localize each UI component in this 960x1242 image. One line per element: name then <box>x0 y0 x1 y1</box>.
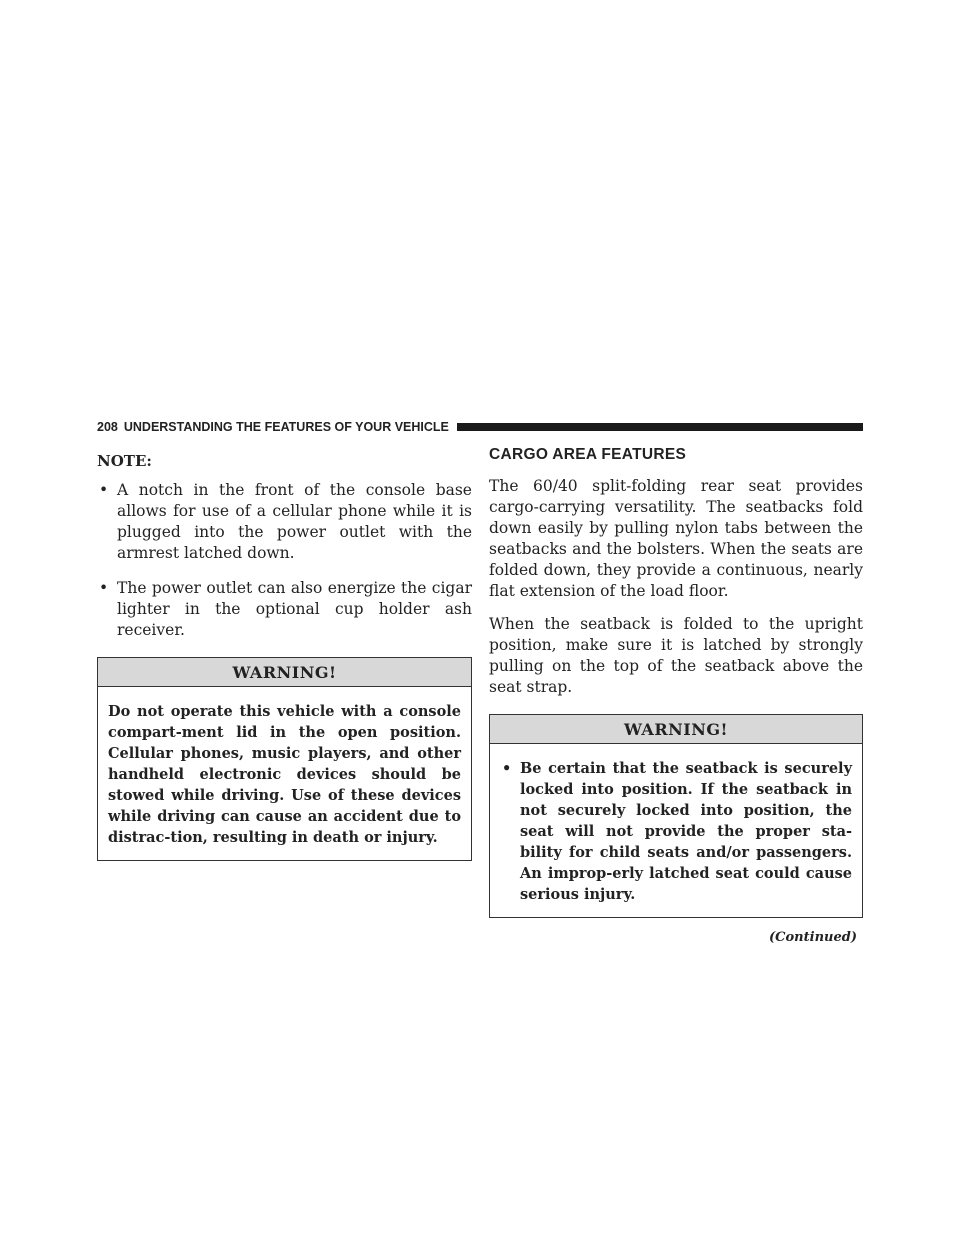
page-header <box>97 420 863 434</box>
warning-text: Do not operate this vehicle with a console compart-ment lid in the open position. Cellular phones, music players, and other handheld electronic devices should be stowed while driving. Use of these devices while driving can cause an accident due to distrac-tion, resulting in death or injury. <box>108 703 461 846</box>
warning-title: WARNING! <box>490 715 862 744</box>
section-title: UNDERSTANDING THE FEATURES OF YOUR VEHICLE <box>123 420 449 434</box>
continued-label: (Continued) <box>769 930 857 945</box>
cargo-heading: CARGO AREA FEATURES <box>489 446 687 463</box>
warning-bullet-list <box>500 758 852 905</box>
warning-bullet-text: Be certain that the seatback is securely locked into position. If the seatback in not securely locked into position, the seat will not provide the proper sta-bility for child seats and/or passengers. An improp-erly latched seat could cause serious injury. <box>520 760 852 903</box>
console-warning-box <box>97 657 472 861</box>
left-column <box>97 440 472 861</box>
warning-bullet <box>500 758 852 905</box>
cargo-paragraph: When the seatback is folded to the upright position, make sure it is latched by strongly pulling on the top of the seatback above the seat strap. <box>489 615 863 696</box>
seatback-warning-box <box>489 714 863 918</box>
bullet-icon: • <box>99 481 109 499</box>
note-bullet <box>97 480 472 564</box>
note-bullet <box>97 578 472 641</box>
note-label: NOTE: <box>97 452 152 470</box>
cargo-paragraph: The 60/40 split-folding rear seat provides cargo-carrying versatility. The seatbacks fold down easily by pulling nylon tabs between the seatbacks and the bolsters. When the seats are folded down, they provide a continuous, nearly flat extension of the load floor. <box>489 477 863 600</box>
bullet-icon: • <box>99 579 109 597</box>
note-bullet-list <box>97 480 472 641</box>
warning-body <box>490 744 862 917</box>
right-column <box>489 440 863 945</box>
bullet-icon: • <box>502 760 512 777</box>
note-bullet-text: A notch in the front of the console base allows for use of a cellular phone while it is plugged into the power outlet with the armrest latched down. <box>117 481 472 562</box>
page-number: 208 <box>97 420 118 434</box>
header-rule <box>457 423 863 431</box>
note-bullet-text: The power outlet can also energize the cigar lighter in the optional cup holder ash receiver. <box>117 579 472 639</box>
warning-title: WARNING! <box>98 658 471 687</box>
